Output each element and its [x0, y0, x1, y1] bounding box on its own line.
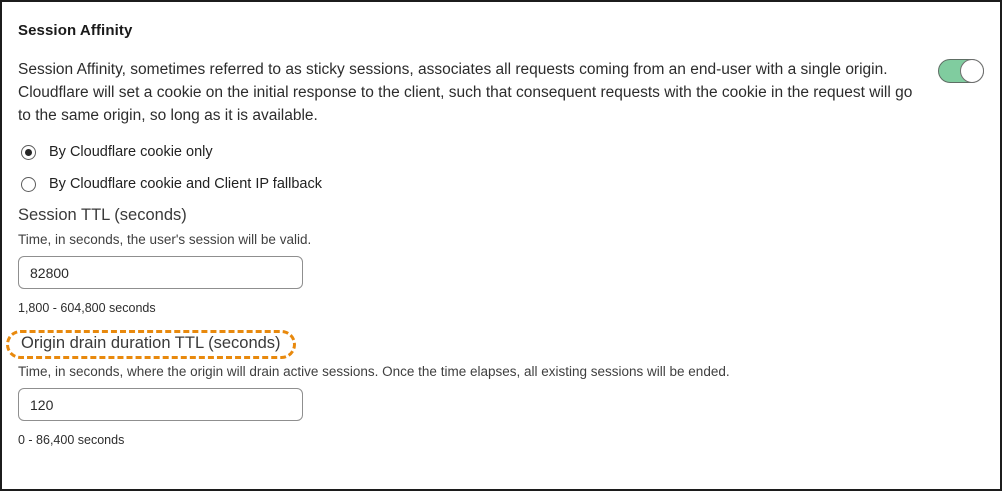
- radio-unselected-icon: [21, 177, 36, 192]
- origin-drain-section: [18, 315, 984, 447]
- radio-selected-icon: [21, 145, 36, 160]
- origin-drain-range-hint: 0 - 86,400 seconds: [18, 433, 125, 447]
- radio-option-cookie-and-ip-fallback[interactable]: [18, 176, 984, 192]
- session-ttl-label: Session TTL (seconds): [18, 206, 187, 224]
- origin-drain-description: Time, in seconds, where the origin will drain active sessions. Once the time elapses, all existing sessions will be ended.: [18, 364, 730, 379]
- origin-drain-label: Origin drain duration TTL (seconds): [21, 334, 281, 352]
- radio-option-label: By Cloudflare cookie only: [49, 144, 213, 160]
- origin-drain-input[interactable]: [18, 388, 303, 421]
- session-ttl-description: Time, in seconds, the user's session will be valid.: [18, 232, 312, 247]
- session-ttl-input[interactable]: [18, 256, 303, 289]
- session-ttl-section: [18, 206, 984, 315]
- session-affinity-toggle[interactable]: [938, 59, 984, 83]
- panel-description: Session Affinity, sometimes referred to as sticky sessions, associates all requests coming from an end-user with a single origin. Cloudflare will set a cookie on the initial response to the client, such that consequent requests with the cookie in the request will go to the same origin, so long as it is available.: [18, 61, 913, 124]
- radio-option-cookie-only[interactable]: [18, 144, 984, 160]
- radio-option-label: By Cloudflare cookie and Client IP fallback: [49, 176, 322, 192]
- intro-row: [18, 58, 984, 127]
- annotation-highlight: [6, 330, 296, 359]
- panel-title: Session Affinity: [18, 22, 133, 39]
- session-ttl-range-hint: 1,800 - 604,800 seconds: [18, 301, 156, 315]
- toggle-knob-icon: [960, 59, 984, 83]
